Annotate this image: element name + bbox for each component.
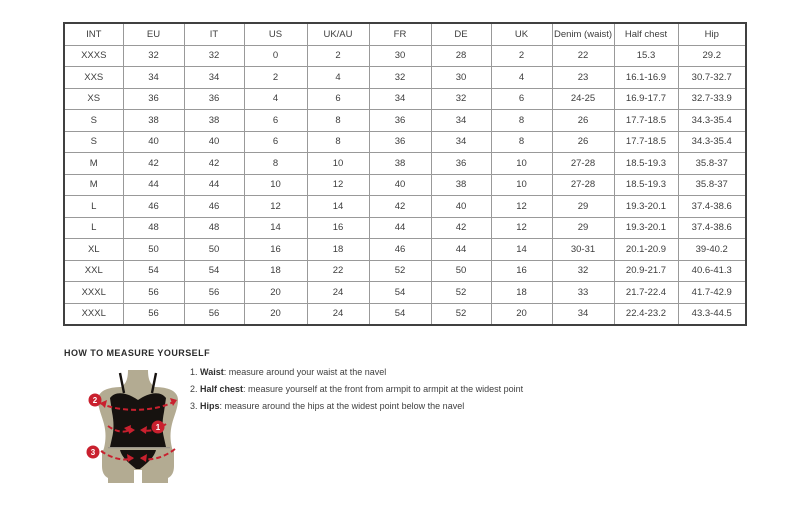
table-cell: 17.7-18.5 — [614, 131, 678, 153]
table-cell: 16 — [491, 260, 552, 282]
table-cell: 22 — [307, 260, 369, 282]
table-cell: 34 — [431, 110, 491, 132]
table-cell: 56 — [123, 282, 184, 304]
table-cell: 28 — [431, 45, 491, 67]
table-cell: 34 — [552, 303, 614, 325]
table-cell: 12 — [491, 196, 552, 218]
table-cell: 42 — [431, 217, 491, 239]
table-cell: 27-28 — [552, 174, 614, 196]
table-cell: 52 — [431, 282, 491, 304]
table-cell: 40 — [123, 131, 184, 153]
table-row — [64, 239, 746, 261]
table-cell: 38 — [123, 110, 184, 132]
table-cell: 26 — [552, 131, 614, 153]
table-cell: 23 — [552, 67, 614, 89]
size-chart-header — [64, 23, 746, 45]
table-cell: XXS — [64, 67, 123, 89]
table-cell: 22 — [552, 45, 614, 67]
table-cell: 43.3-44.5 — [678, 303, 746, 325]
table-cell: 34.3-35.4 — [678, 131, 746, 153]
table-cell: 14 — [491, 239, 552, 261]
table-cell: 36 — [431, 153, 491, 175]
table-cell: S — [64, 110, 123, 132]
table-cell: 29.2 — [678, 45, 746, 67]
table-cell: 4 — [491, 67, 552, 89]
table-cell: 32 — [123, 45, 184, 67]
table-cell: 44 — [184, 174, 244, 196]
table-cell: 20.9-21.7 — [614, 260, 678, 282]
table-cell: 35.8-37 — [678, 153, 746, 175]
measure-section-heading: HOW TO MEASURE YOURSELF — [64, 348, 211, 358]
table-row — [64, 153, 746, 175]
table-cell: 16.1-16.9 — [614, 67, 678, 89]
table-cell: 36 — [369, 131, 431, 153]
table-cell: 32 — [552, 260, 614, 282]
table-row — [64, 131, 746, 153]
table-cell: 32 — [369, 67, 431, 89]
table-cell: 38 — [184, 110, 244, 132]
column-header: UK — [491, 23, 552, 45]
table-row — [64, 282, 746, 304]
table-cell: 56 — [184, 282, 244, 304]
table-cell: M — [64, 153, 123, 175]
table-cell: 10 — [491, 153, 552, 175]
table-cell: 10 — [491, 174, 552, 196]
step-number: 1. — [190, 367, 198, 377]
table-cell: 35.8-37 — [678, 174, 746, 196]
column-header: DE — [431, 23, 491, 45]
step-text: : measure around the hips at the widest point below the navel — [219, 401, 465, 411]
table-cell: 10 — [244, 174, 307, 196]
table-cell: 24 — [307, 282, 369, 304]
mannequin-illustration — [78, 366, 198, 506]
table-cell: 18.5-19.3 — [614, 174, 678, 196]
table-cell: 44 — [123, 174, 184, 196]
column-header: FR — [369, 23, 431, 45]
table-cell: S — [64, 131, 123, 153]
table-cell: 41.7-42.9 — [678, 282, 746, 304]
table-cell: 24-25 — [552, 88, 614, 110]
table-row — [64, 110, 746, 132]
step-label: Waist — [200, 367, 224, 377]
measure-step-half-chest — [190, 381, 523, 398]
table-cell: 6 — [307, 88, 369, 110]
table-cell: 0 — [244, 45, 307, 67]
table-cell: 21.7-22.4 — [614, 282, 678, 304]
badge-chest-number: 2 — [92, 396, 98, 405]
measure-steps — [190, 364, 523, 415]
table-cell: 30-31 — [552, 239, 614, 261]
table-cell: 42 — [184, 153, 244, 175]
table-cell: 12 — [244, 196, 307, 218]
size-chart-table — [63, 22, 747, 326]
table-cell: 56 — [123, 303, 184, 325]
table-row — [64, 196, 746, 218]
table-cell: 12 — [307, 174, 369, 196]
step-number: 3. — [190, 401, 198, 411]
table-cell: M — [64, 174, 123, 196]
table-cell: 6 — [244, 110, 307, 132]
table-row — [64, 260, 746, 282]
table-cell: 50 — [123, 239, 184, 261]
table-cell: 20 — [491, 303, 552, 325]
table-row — [64, 217, 746, 239]
badge-hips-number: 3 — [90, 448, 96, 457]
table-cell: 54 — [369, 303, 431, 325]
table-cell: XL — [64, 239, 123, 261]
table-cell: 8 — [491, 131, 552, 153]
table-cell: 2 — [491, 45, 552, 67]
table-cell: 40.6-41.3 — [678, 260, 746, 282]
table-cell: 15.3 — [614, 45, 678, 67]
measurement-figure — [78, 366, 198, 506]
step-number: 2. — [190, 384, 198, 394]
table-cell: 12 — [491, 217, 552, 239]
table-row — [64, 303, 746, 325]
table-cell: 54 — [123, 260, 184, 282]
table-cell: 34 — [184, 67, 244, 89]
table-cell: XS — [64, 88, 123, 110]
table-cell: 52 — [431, 303, 491, 325]
table-cell: 48 — [123, 217, 184, 239]
column-header: INT — [64, 23, 123, 45]
step-text: : measure yourself at the front from armpit to armpit at the widest point — [243, 384, 524, 394]
table-row — [64, 88, 746, 110]
table-cell: 50 — [184, 239, 244, 261]
header-row — [64, 23, 746, 45]
column-header: Denim (waist) — [552, 23, 614, 45]
table-cell: 52 — [369, 260, 431, 282]
table-cell: L — [64, 196, 123, 218]
column-header: US — [244, 23, 307, 45]
table-cell: 39-40.2 — [678, 239, 746, 261]
table-cell: 6 — [244, 131, 307, 153]
table-cell: 44 — [369, 217, 431, 239]
table-cell: 36 — [123, 88, 184, 110]
table-cell: 54 — [369, 282, 431, 304]
table-cell: 33 — [552, 282, 614, 304]
table-cell: 37.4-38.6 — [678, 217, 746, 239]
table-cell: 34 — [431, 131, 491, 153]
table-cell: 46 — [369, 239, 431, 261]
size-chart-body — [64, 45, 746, 325]
table-cell: 34 — [123, 67, 184, 89]
column-header: Hip — [678, 23, 746, 45]
table-cell: 10 — [307, 153, 369, 175]
table-cell: XXXL — [64, 303, 123, 325]
table-cell: 20 — [244, 282, 307, 304]
table-cell: 2 — [244, 67, 307, 89]
column-header: UK/AU — [307, 23, 369, 45]
table-cell: 48 — [184, 217, 244, 239]
table-cell: 19.3-20.1 — [614, 196, 678, 218]
table-row — [64, 174, 746, 196]
measure-step-waist — [190, 364, 523, 381]
table-cell: 24 — [307, 303, 369, 325]
table-cell: 42 — [123, 153, 184, 175]
table-cell: 4 — [307, 67, 369, 89]
table-cell: 14 — [307, 196, 369, 218]
table-cell: 14 — [244, 217, 307, 239]
table-cell: 17.7-18.5 — [614, 110, 678, 132]
table-cell: 30 — [431, 67, 491, 89]
table-cell: 26 — [552, 110, 614, 132]
table-cell: 38 — [369, 153, 431, 175]
table-cell: 22.4-23.2 — [614, 303, 678, 325]
table-row — [64, 45, 746, 67]
table-cell: 19.3-20.1 — [614, 217, 678, 239]
table-cell: 2 — [307, 45, 369, 67]
table-cell: 18.5-19.3 — [614, 153, 678, 175]
table-cell: 16.9-17.7 — [614, 88, 678, 110]
table-cell: 36 — [184, 88, 244, 110]
table-cell: 18 — [307, 239, 369, 261]
table-cell: 4 — [244, 88, 307, 110]
size-chart — [63, 22, 747, 326]
step-text: : measure around your waist at the navel — [223, 367, 387, 377]
table-cell: 20.1-20.9 — [614, 239, 678, 261]
column-header: IT — [184, 23, 244, 45]
table-cell: 40 — [369, 174, 431, 196]
table-cell: 46 — [123, 196, 184, 218]
table-cell: 30.7-32.7 — [678, 67, 746, 89]
table-cell: 46 — [184, 196, 244, 218]
table-cell: 50 — [431, 260, 491, 282]
table-cell: XXXS — [64, 45, 123, 67]
table-cell: 38 — [431, 174, 491, 196]
table-cell: 30 — [369, 45, 431, 67]
table-cell: 32 — [184, 45, 244, 67]
table-cell: 29 — [552, 196, 614, 218]
column-header: EU — [123, 23, 184, 45]
column-header: Half chest — [614, 23, 678, 45]
table-cell: 16 — [307, 217, 369, 239]
step-label: Hips — [200, 401, 220, 411]
table-cell: XXXL — [64, 282, 123, 304]
table-cell: 37.4-38.6 — [678, 196, 746, 218]
table-cell: 36 — [369, 110, 431, 132]
table-cell: 34.3-35.4 — [678, 110, 746, 132]
table-cell: 54 — [184, 260, 244, 282]
table-cell: 18 — [244, 260, 307, 282]
table-cell: 27-28 — [552, 153, 614, 175]
table-cell: 44 — [431, 239, 491, 261]
table-cell: 6 — [491, 88, 552, 110]
table-cell: 29 — [552, 217, 614, 239]
table-cell: 18 — [491, 282, 552, 304]
measure-step-hips — [190, 398, 523, 415]
table-cell: 20 — [244, 303, 307, 325]
table-cell: 16 — [244, 239, 307, 261]
table-cell: 8 — [244, 153, 307, 175]
table-cell: XXL — [64, 260, 123, 282]
table-cell: 34 — [369, 88, 431, 110]
table-cell: 40 — [184, 131, 244, 153]
step-label: Half chest — [200, 384, 244, 394]
badge-waist-number: 1 — [155, 423, 161, 432]
table-cell: 40 — [431, 196, 491, 218]
table-row — [64, 67, 746, 89]
table-cell: 42 — [369, 196, 431, 218]
table-cell: 8 — [307, 131, 369, 153]
table-cell: 8 — [307, 110, 369, 132]
table-cell: 32.7-33.9 — [678, 88, 746, 110]
table-cell: L — [64, 217, 123, 239]
table-cell: 8 — [491, 110, 552, 132]
table-cell: 32 — [431, 88, 491, 110]
table-cell: 56 — [184, 303, 244, 325]
